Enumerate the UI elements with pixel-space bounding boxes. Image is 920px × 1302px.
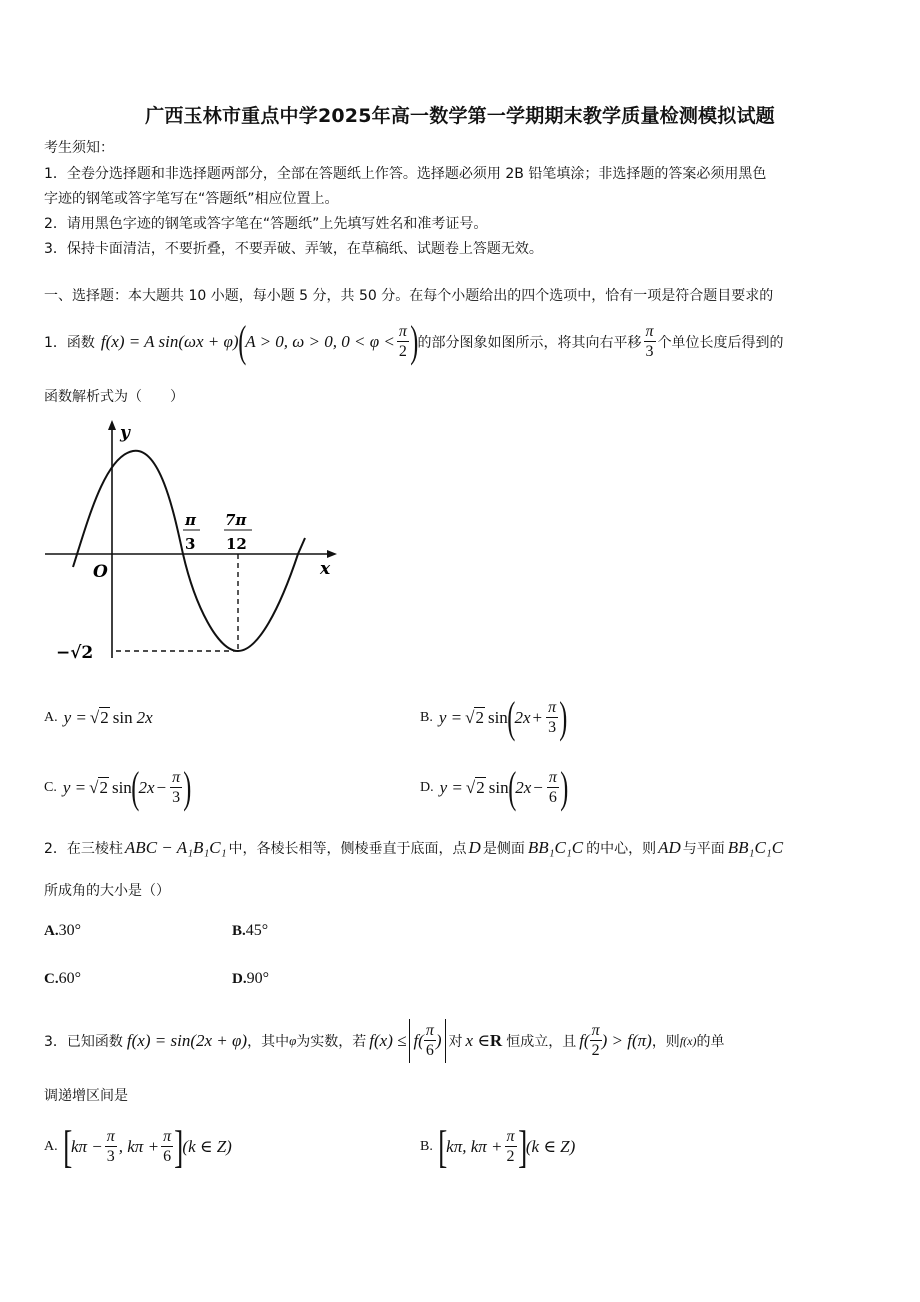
- q1-shift-fraction: $\frac{\pi}{3}$: [645, 323, 654, 360]
- q1-option-d[interactable]: D. y = √2 sin ( 2x − $\frac{\pi}{6}$ ): [420, 763, 569, 812]
- notice-item-3: 3．保持卡面清洁，不要折叠，不要弄破、弄皱，在草稿纸、试题卷上答题无效。: [44, 241, 543, 257]
- sqrt-icon: √2: [89, 778, 108, 797]
- min-value-label: −√2: [56, 643, 94, 663]
- q1-line2: 函数解析式为（ ）: [44, 389, 184, 405]
- section-heading: 一、选择题：本大题共 10 小题，每小题 5 分，共 50 分。在每个小题给出的四个选项中，恰有一项是符合题目要求的: [44, 288, 774, 304]
- sqrt-icon: √2: [465, 708, 484, 727]
- q1-condition-fraction: $\frac{\pi}{2}$: [398, 323, 407, 360]
- exam-title: 广西玉林市重点中学2025年高一数学第一学期期末教学质量检测模拟试题: [145, 105, 775, 127]
- sqrt-icon: √2: [89, 708, 109, 727]
- question-2: 2．在三棱柱 ABC − A₁B₁C₁ 中，各棱长相等，侧棱垂直于底面，点 D 是侧面 BB₁C₁C 的中心，则 AD 与平面 BB₁C₁C: [44, 838, 784, 857]
- y-axis-label: y: [120, 423, 130, 443]
- notice-heading: 考生须知：: [44, 140, 114, 156]
- x-axis-label: x: [320, 559, 331, 579]
- tick-7pi-12-denominator: 12: [226, 535, 247, 553]
- q1-function: f(x) = A sin(ωx + φ): [100, 332, 239, 351]
- q2-option-b[interactable]: B. 45°: [232, 922, 269, 939]
- q1-text-end: 个单位长度后得到的: [657, 335, 784, 351]
- q2-prism: ABC − A₁B₁C₁: [124, 838, 227, 857]
- q2-option-c[interactable]: C. 60°: [44, 970, 81, 987]
- tick-pi-3-denominator: 3: [185, 535, 196, 553]
- q1-paren-close: ): [410, 317, 419, 366]
- notice-item-1: 1．全卷分选择题和非选择题两部分，全部在答题纸上作答。选择题必须用 2B 铅笔填涂；非选择题的答案必须用黑色: [44, 166, 767, 182]
- notice-item-2: 2．请用黑色字迹的钢笔或答字笔在“答题纸”上先填写姓名和准考证号。: [44, 216, 488, 232]
- question-3: 3．已知函数 f(x) = sin(2x + φ) ，其中 φ 为实数，若 f(x) ≤ f( $\frac{\pi}{6}$ ) 对 x ∈ R 恒成立，且 f( $\frac{\pi}{2}$ ) > f(π) ，则 f(x) 的单: [44, 1016, 724, 1066]
- q1-text-mid: 的部分图象如图所示，将其向右平移: [417, 335, 642, 351]
- notice-item-1-cont: 字迹的钢笔或答字笔写在“答题纸”相应位置上。: [44, 191, 339, 207]
- q1-paren-open: (: [237, 317, 246, 366]
- question-1: [44, 316, 784, 368]
- origin-label: O: [93, 562, 108, 582]
- q1-condition: A > 0, ω > 0, 0 < φ <: [245, 332, 395, 351]
- q1-option-b[interactable]: B. y = √2 sin ( 2x + $\frac{\pi}{3}$ ): [420, 693, 568, 742]
- q3-line2: 调递增区间是: [44, 1088, 128, 1104]
- sine-graph-figure: [40, 418, 350, 678]
- sqrt-icon: √2: [465, 778, 485, 797]
- q2-option-d[interactable]: D. 90°: [232, 970, 269, 987]
- q1-option-c[interactable]: C. y = √2 sin ( 2x − $\frac{\pi}{3}$ ): [44, 763, 192, 812]
- tick-pi-3-numerator: π: [185, 511, 196, 529]
- q1-number: 1．函数: [44, 335, 95, 351]
- q3-option-a[interactable]: A. [ kπ − $\frac{\pi}{3}$ , kπ + $\frac{\pi}{6}$ ] (k ∈ Z): [44, 1121, 232, 1172]
- sine-graph-svg: [40, 418, 350, 678]
- tick-7pi-12-numerator: 7π: [225, 511, 247, 529]
- q2-option-a[interactable]: A. 30°: [44, 922, 81, 939]
- q1-option-a[interactable]: A. y = √2 sin 2x: [44, 708, 153, 727]
- q3-option-b[interactable]: B. [ kπ, kπ + $\frac{\pi}{2}$ ] (k ∈ Z): [420, 1121, 576, 1172]
- q2-line2: 所成角的大小是（）: [44, 883, 170, 899]
